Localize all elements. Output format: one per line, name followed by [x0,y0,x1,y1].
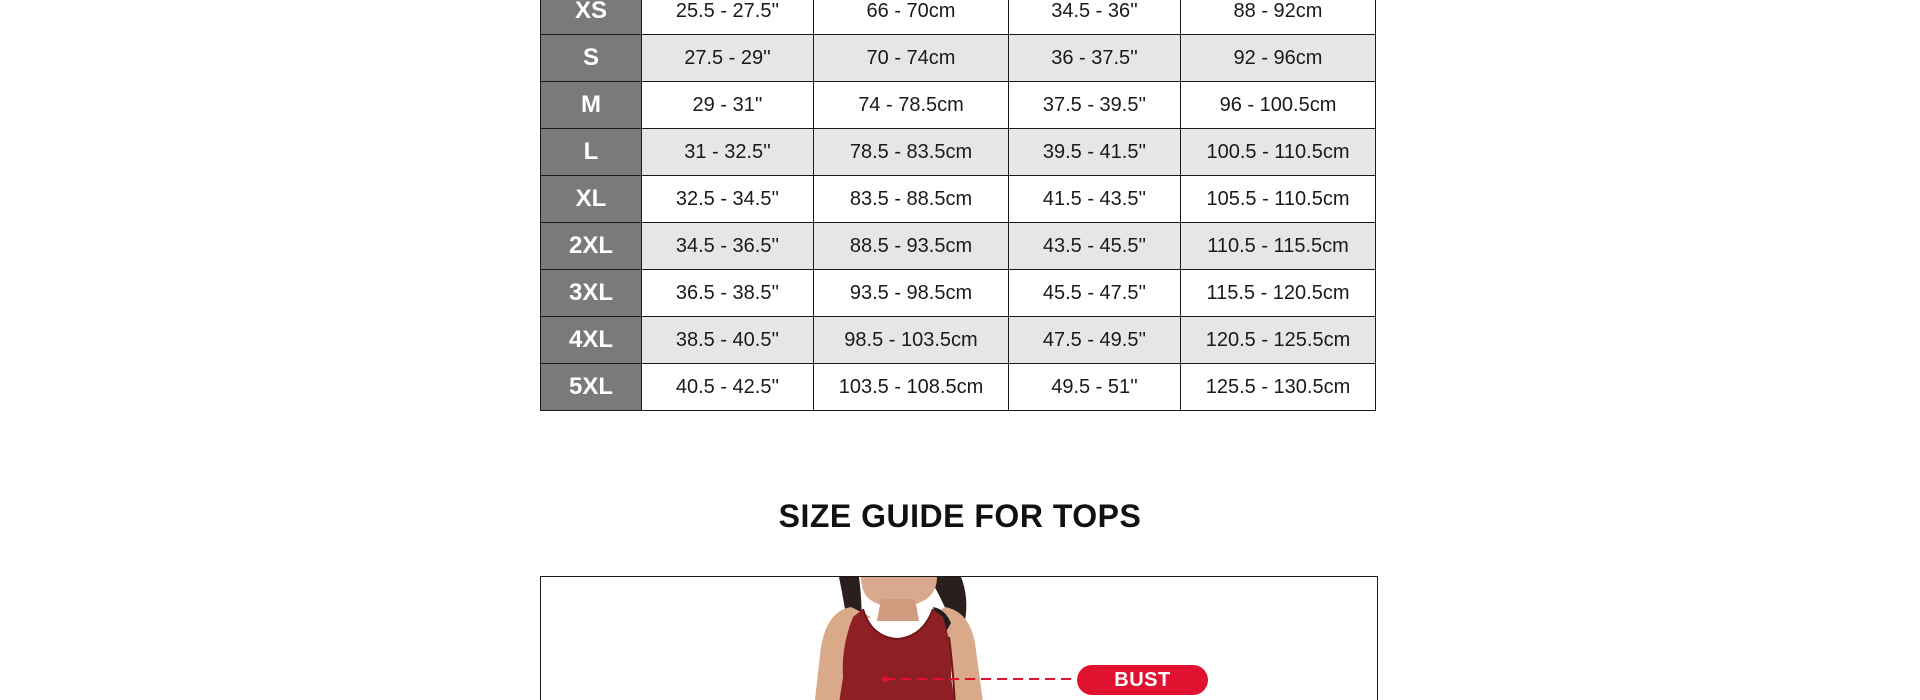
table-cell: 98.5 - 103.5cm [814,317,1009,364]
table-row [541,35,1376,82]
table-cell: 125.5 - 130.5cm [1181,364,1376,411]
table-cell: 43.5 - 45.5'' [1009,223,1181,270]
table-cell: 115.5 - 120.5cm [1181,270,1376,317]
table-cell: 47.5 - 49.5'' [1009,317,1181,364]
size-label: 5XL [541,364,642,411]
size-chart-table [540,0,1376,411]
table-cell: 100.5 - 110.5cm [1181,129,1376,176]
table-cell: 40.5 - 42.5'' [642,364,814,411]
table-cell: 105.5 - 110.5cm [1181,176,1376,223]
table-cell: 110.5 - 115.5cm [1181,223,1376,270]
table-row [541,270,1376,317]
table-cell: 93.5 - 98.5cm [814,270,1009,317]
table-cell: 39.5 - 41.5'' [1009,129,1181,176]
table-cell: 88 - 92cm [1181,0,1376,35]
size-label: 3XL [541,270,642,317]
size-label: 2XL [541,223,642,270]
model-image [541,577,1377,700]
tops-size-guide-panel [540,576,1378,700]
table-cell: 78.5 - 83.5cm [814,129,1009,176]
table-cell: 41.5 - 43.5'' [1009,176,1181,223]
table-cell: 32.5 - 34.5'' [642,176,814,223]
table-cell: 96 - 100.5cm [1181,82,1376,129]
table-cell: 49.5 - 51'' [1009,364,1181,411]
table-row [541,0,1376,35]
table-cell: 27.5 - 29'' [642,35,814,82]
table-cell: 120.5 - 125.5cm [1181,317,1376,364]
table-cell: 34.5 - 36.5'' [642,223,814,270]
table-row [541,223,1376,270]
table-row [541,176,1376,223]
size-label: M [541,82,642,129]
table-cell: 31 - 32.5'' [642,129,814,176]
size-label: S [541,35,642,82]
table-cell: 34.5 - 36'' [1009,0,1181,35]
table-row [541,82,1376,129]
table-cell: 36 - 37.5'' [1009,35,1181,82]
table-cell: 74 - 78.5cm [814,82,1009,129]
size-label: L [541,129,642,176]
table-cell: 36.5 - 38.5'' [642,270,814,317]
size-label: XS [541,0,642,35]
section-title: SIZE GUIDE FOR TOPS [778,498,1142,534]
table-row [541,129,1376,176]
table-row [541,364,1376,411]
size-label: XL [541,176,642,223]
table-cell: 29 - 31'' [642,82,814,129]
table-cell: 25.5 - 27.5'' [642,0,814,35]
table-cell: 92 - 96cm [1181,35,1376,82]
table-row [541,317,1376,364]
table-cell: 103.5 - 108.5cm [814,364,1009,411]
table-cell: 66 - 70cm [814,0,1009,35]
table-cell: 38.5 - 40.5'' [642,317,814,364]
table-cell: 88.5 - 93.5cm [814,223,1009,270]
table-cell: 83.5 - 88.5cm [814,176,1009,223]
table-cell: 37.5 - 39.5'' [1009,82,1181,129]
table-cell: 45.5 - 47.5'' [1009,270,1181,317]
bust-label-badge: BUST [1077,665,1208,695]
table-cell: 70 - 74cm [814,35,1009,82]
size-label: 4XL [541,317,642,364]
